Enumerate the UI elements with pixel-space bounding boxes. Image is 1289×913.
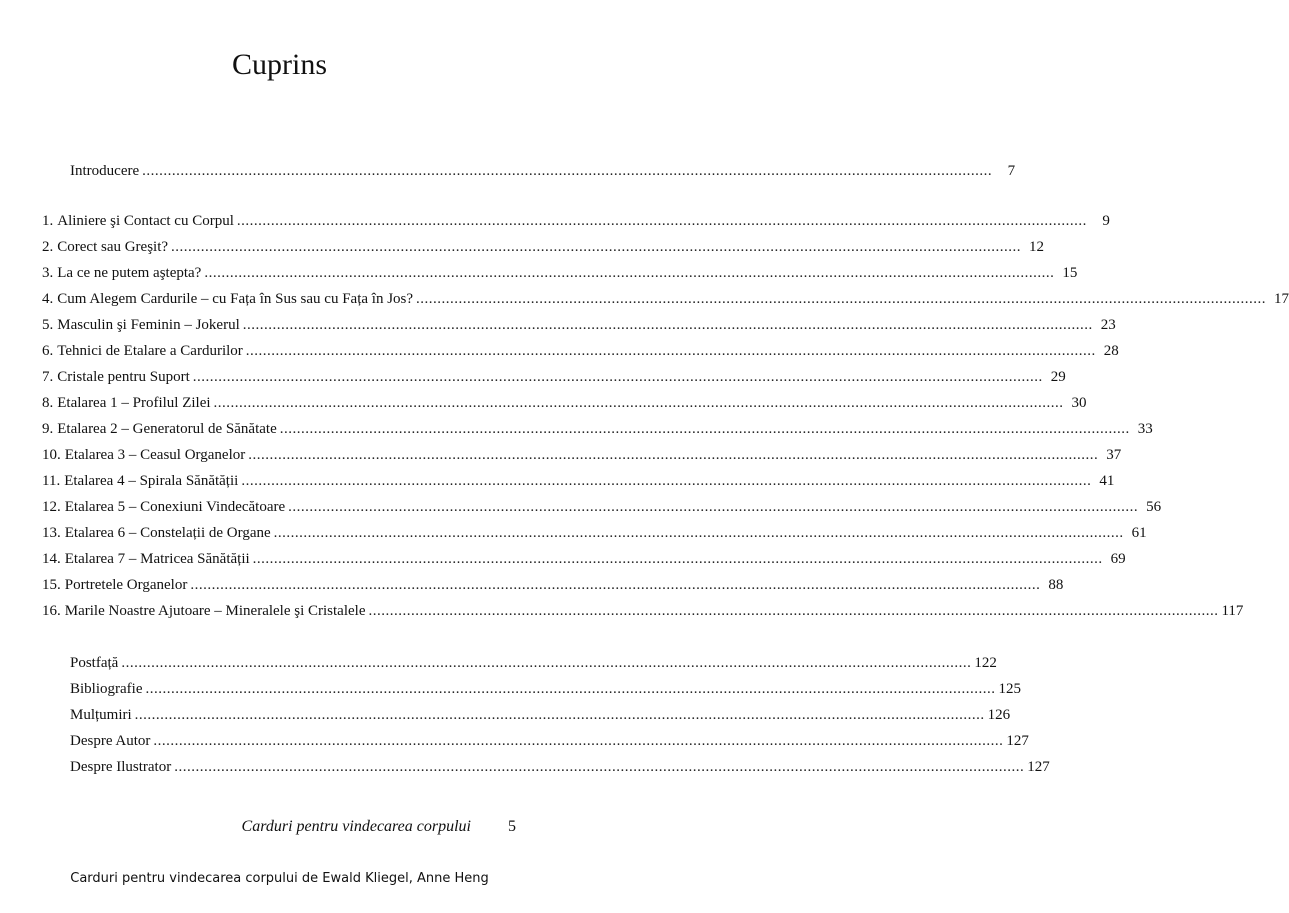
running-title: Carduri pentru vindecarea corpului [241, 818, 471, 835]
toc-entry-chapter[interactable] [42, 391, 1087, 415]
page-title: Cuprins [231, 48, 327, 81]
toc-label: Mulțumiri [70, 707, 132, 723]
chapter-number: 4. [42, 291, 54, 307]
toc-entry-back-matter[interactable] [70, 703, 1011, 727]
toc-entry-chapter[interactable] [42, 521, 1147, 545]
toc-entry-chapter[interactable] [42, 417, 1153, 441]
toc-label: Corect sau Greşit? [57, 239, 169, 255]
toc-page: 29 [1050, 369, 1066, 385]
toc-page: 7 [1007, 163, 1016, 179]
toc-leader: ........................................................................................................................................................................................................ [121, 655, 972, 671]
toc-entry-chapter[interactable] [42, 287, 1289, 311]
toc-leader: ........................................................................................................................................................................................................ [245, 343, 1096, 359]
toc-entry-back-matter[interactable] [70, 677, 1021, 701]
chapter-number: 15. [42, 577, 61, 593]
toc-label: Portretele Organelor [64, 577, 188, 593]
toc-page: 33 [1137, 421, 1153, 437]
toc-page: 88 [1048, 577, 1064, 593]
toc-leader: ........................................................................................................................................................................................................ [273, 525, 1124, 541]
toc-page: 12 [1029, 239, 1045, 255]
toc-page: 126 [987, 707, 1011, 723]
toc-entry-chapter[interactable] [42, 365, 1066, 389]
toc-leader: ........................................................................................................................................................................................................ [142, 163, 993, 179]
toc-leader: ........................................................................................................................................................................................................ [134, 707, 985, 723]
toc-leader: ........................................................................................................................................................................................................ [153, 733, 1004, 749]
toc-label: Etalarea 1 – Profilul Zilei [57, 395, 211, 411]
toc-label: Aliniere şi Contact cu Corpul [57, 213, 234, 229]
toc-entry-chapter[interactable] [42, 261, 1078, 285]
chapter-number: 1. [42, 213, 54, 229]
toc-entry-chapter[interactable] [42, 235, 1045, 259]
toc-entry-chapter[interactable] [42, 443, 1122, 467]
chapter-number: 8. [42, 395, 54, 411]
toc-entry-intro[interactable] [70, 159, 1016, 183]
chapter-number: 14. [42, 551, 61, 567]
toc-page: 9 [1102, 213, 1110, 229]
toc-page: 61 [1131, 525, 1147, 541]
toc-label: Marile Noastre Ajutoare – Mineralele şi Cristalele [64, 603, 366, 619]
toc-label: Etalarea 6 – Constelații de Organe [64, 525, 271, 541]
toc-leader: ........................................................................................................................................................................................................ [368, 603, 1219, 619]
chapter-number: 3. [42, 265, 54, 281]
toc-page: 125 [998, 681, 1021, 697]
toc-page: 28 [1103, 343, 1119, 359]
toc-entry-chapter[interactable] [42, 599, 1244, 623]
toc-page: 17 [1274, 291, 1289, 307]
toc-leader: ........................................................................................................................................................................................................ [242, 317, 1093, 333]
chapter-number: 11. [42, 473, 61, 489]
toc-label: Etalarea 4 – Spirala Sănătății [64, 473, 239, 489]
toc-entry-chapter[interactable] [42, 469, 1115, 493]
toc-leader: ........................................................................................................................................................................................................ [241, 473, 1092, 489]
chapter-number: 7. [42, 369, 54, 385]
toc-entry-chapter[interactable] [42, 313, 1116, 337]
chapter-number: 13. [42, 525, 61, 541]
toc-entry-back-matter[interactable] [70, 651, 997, 675]
chapter-number: 12. [42, 499, 61, 515]
toc-leader: ........................................................................................................................................................................................................ [190, 577, 1041, 593]
toc-label: Etalarea 3 – Ceasul Organelor [64, 447, 246, 463]
book-caption: Carduri pentru vindecarea corpului de Ewald Kliegel, Anne Heng [70, 871, 489, 886]
toc-entry-chapter[interactable] [42, 339, 1119, 363]
toc-label: La ce ne putem aştepta? [57, 265, 202, 281]
toc-page: 15 [1062, 265, 1078, 281]
toc-label: Postfață [70, 655, 119, 671]
toc-page: 23 [1100, 317, 1116, 333]
toc-page: 127 [1006, 733, 1029, 749]
toc-label: Etalarea 2 – Generatorul de Sănătate [57, 421, 277, 437]
toc-label: Despre Autor [70, 733, 151, 749]
toc-entry-chapter[interactable] [42, 573, 1064, 597]
toc-page: 117 [1221, 603, 1244, 619]
toc-leader: ........................................................................................................................................................................................................ [204, 265, 1055, 281]
toc-label: Masculin şi Feminin – Jokerul [57, 317, 240, 333]
chapter-number: 5. [42, 317, 54, 333]
toc-leader: ........................................................................................................................................................................................................ [288, 499, 1139, 515]
chapter-number: 9. [42, 421, 54, 437]
toc-label: Tehnici de Etalare a Cardurilor [57, 343, 243, 359]
toc-leader: ........................................................................................................................................................................................................ [192, 369, 1043, 385]
toc-page: 41 [1099, 473, 1115, 489]
toc-leader: ........................................................................................................................................................................................................ [213, 395, 1064, 411]
toc-label: Etalarea 5 – Conexiuni Vindecătoare [64, 499, 286, 515]
toc-page: 30 [1071, 395, 1087, 411]
toc-leader: ........................................................................................................................................................................................................ [252, 551, 1103, 567]
chapter-number: 10. [42, 447, 61, 463]
toc-entry-chapter[interactable] [42, 547, 1126, 571]
toc-label: Etalarea 7 – Matricea Sănătății [64, 551, 250, 567]
page-number: 5 [508, 818, 516, 835]
toc-leader: ........................................................................................................................................................................................................ [236, 213, 1087, 229]
toc-leader: ........................................................................................................................................................................................................ [171, 239, 1022, 255]
toc-page: 56 [1146, 499, 1162, 515]
chapter-number: 16. [42, 603, 61, 619]
toc-label: Despre Ilustrator [70, 759, 172, 775]
toc-label: Cristale pentru Suport [57, 369, 190, 385]
toc-page: 127 [1027, 759, 1050, 775]
toc-entry-back-matter[interactable] [70, 729, 1029, 753]
toc-leader: ........................................................................................................................................................................................................ [416, 291, 1267, 307]
toc-label: Bibliografie [70, 681, 143, 697]
chapter-number: 2. [42, 239, 54, 255]
toc-leader: ........................................................................................................................................................................................................ [279, 421, 1130, 437]
toc-page: 122 [974, 655, 997, 671]
toc-entry-chapter[interactable] [42, 495, 1162, 519]
toc-leader: ........................................................................................................................................................................................................ [248, 447, 1099, 463]
chapter-number: 6. [42, 343, 54, 359]
toc-leader: ........................................................................................................................................................................................................ [145, 681, 996, 697]
toc-entry-chapter[interactable] [42, 209, 1110, 233]
toc-page: 37 [1106, 447, 1122, 463]
toc-page: 69 [1110, 551, 1126, 567]
toc-label: Introducere [70, 163, 140, 179]
toc-label: Cum Alegem Cardurile – cu Fața în Sus sau cu Fața în Jos? [57, 291, 414, 307]
toc-leader: ........................................................................................................................................................................................................ [174, 759, 1025, 775]
toc-entry-back-matter[interactable] [70, 755, 1050, 779]
